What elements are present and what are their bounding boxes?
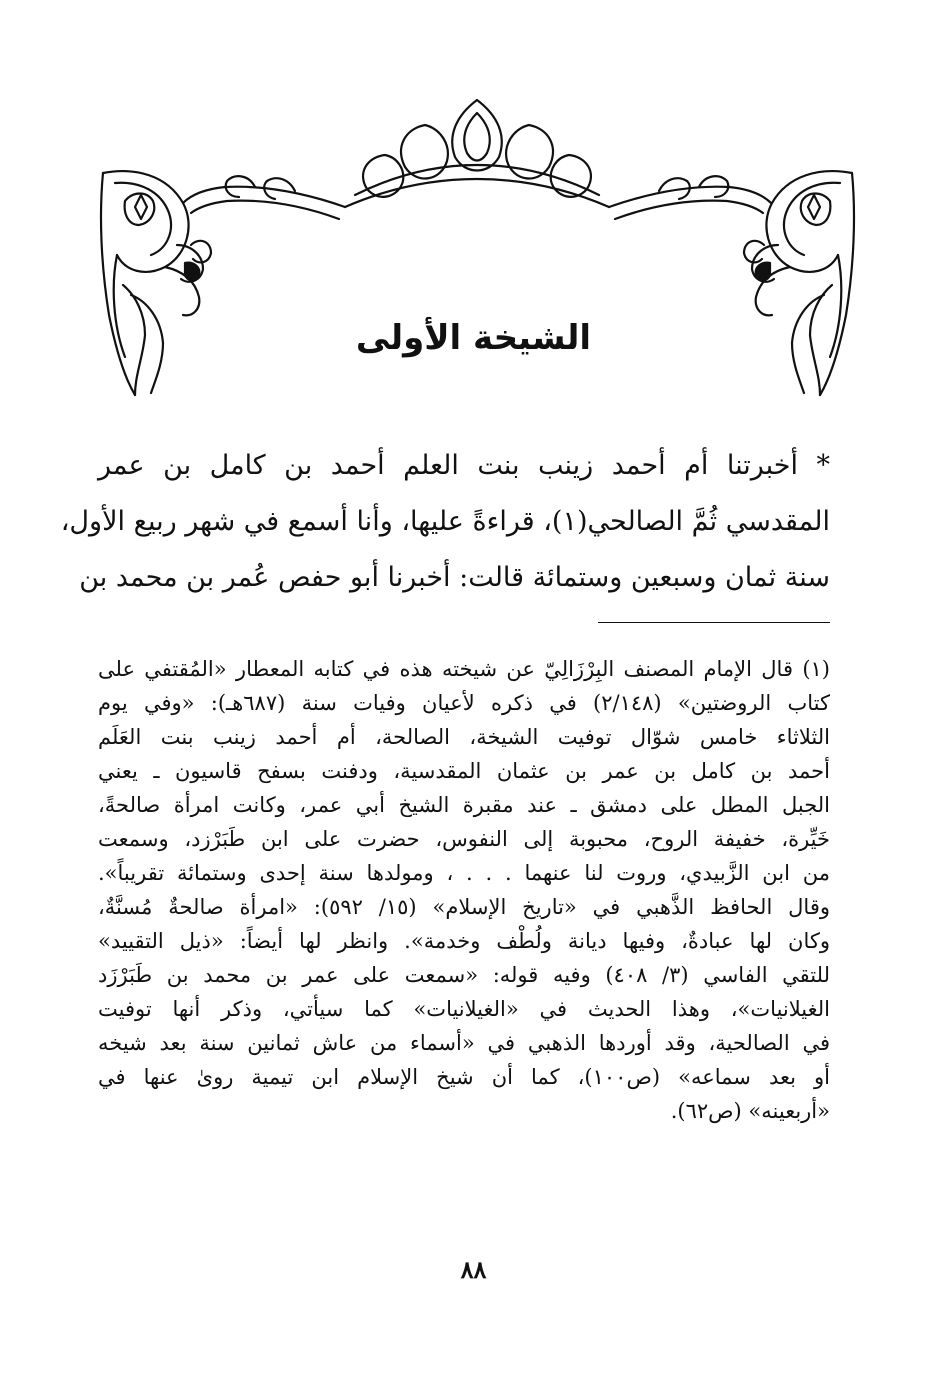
main-text-line: * أخبرتنا أم أحمد زينب بنت العلم أحمد بن كامل بن عمر <box>98 450 830 481</box>
footnote-line: «أربعينه» (ص٦٢). <box>670 1099 830 1123</box>
footnote-line: أو بعد سماعه» (ص١٠٠)، كما أن شيخ الإسلام ابن تيمية روىٰ عنها في <box>98 1065 830 1089</box>
footnote-separator <box>598 622 830 623</box>
footnotes <box>98 652 830 1128</box>
footnote-line: في الصالحية، وقد أوردها الذهبي في «أسماء من عاش ثمانين سنة بعد شيخه <box>98 1031 830 1055</box>
footnote-line: الجبل المطل على دمشق ـ عند مقبرة الشيخ أبي عمر، وكانت امرأة صالحةً، <box>98 793 830 817</box>
main-text-line: سنة ثمان وسبعين وستمائة قالت: أخبرنا أبو حفص عُمر بن محمد بن <box>79 562 830 593</box>
decorative-arch-ornament <box>95 95 860 405</box>
page-number: ٨٨ <box>460 1255 487 1284</box>
footnote-line: الثلاثاء خامس شوّال توفيت الشيخة، الصالحة، أم أحمد زينب بنت العَلَم <box>98 725 830 749</box>
footnote-line: للتقي الفاسي (٣/ ٤٠٨) وفيه قوله: «سمعت على عمر بن محمد بن طَبَرْزَد <box>98 963 830 987</box>
main-text <box>60 438 830 606</box>
footnote-line: أحمد بن كامل بن عمر بن عثمان المقدسية، ودفنت بسفح قاسيون ـ يعني <box>98 759 830 783</box>
chapter-title: الشيخة الأولى <box>355 318 592 358</box>
footnote-line: وقال الحافظ الذَّهبي في «تاريخ الإسلام» (١٥/ ٥٩٢): «امرأة صالحةٌ مُسنَّةٌ، <box>98 895 830 919</box>
footnote-line: كتاب الروضتين» (٢/١٤٨) في ذكره لأعيان وفيات سنة (٦٨٧هـ): «وفي يوم <box>98 691 830 715</box>
footnote-line: (١) قال الإمام المصنف البِرْزَالِيّ عن شيخته هذه في كتابه المعطار «المُقتفي على <box>98 657 830 681</box>
main-text-line: المقدسي ثُمَّ الصالحي(١)، قراءةً عليها، وأنا أسمع في شهر ربيع الأول، <box>60 506 830 537</box>
footnote-line: من ابن الزَّبيدي، وروت لنا عنهما . . . ، ومولدها سنة إحدى وستمائة تقريباً». <box>98 861 830 885</box>
footnote-line: الغيلانيات»، وهذا الحديث في «الغيلانيات» كما سيأتي، وذكر أنها توفيت <box>98 997 830 1021</box>
footnote-line: وكان لها عبادةٌ، وفيها ديانة ولُطْف وخدمة». وانظر لها أيضاً: «ذيل التقييد» <box>98 929 830 953</box>
footnote-line: خَيِّرة، خفيفة الروح، محبوبة إلى النفوس، حضرت على ابن طَبَرْزد، وسمعت <box>98 827 830 851</box>
